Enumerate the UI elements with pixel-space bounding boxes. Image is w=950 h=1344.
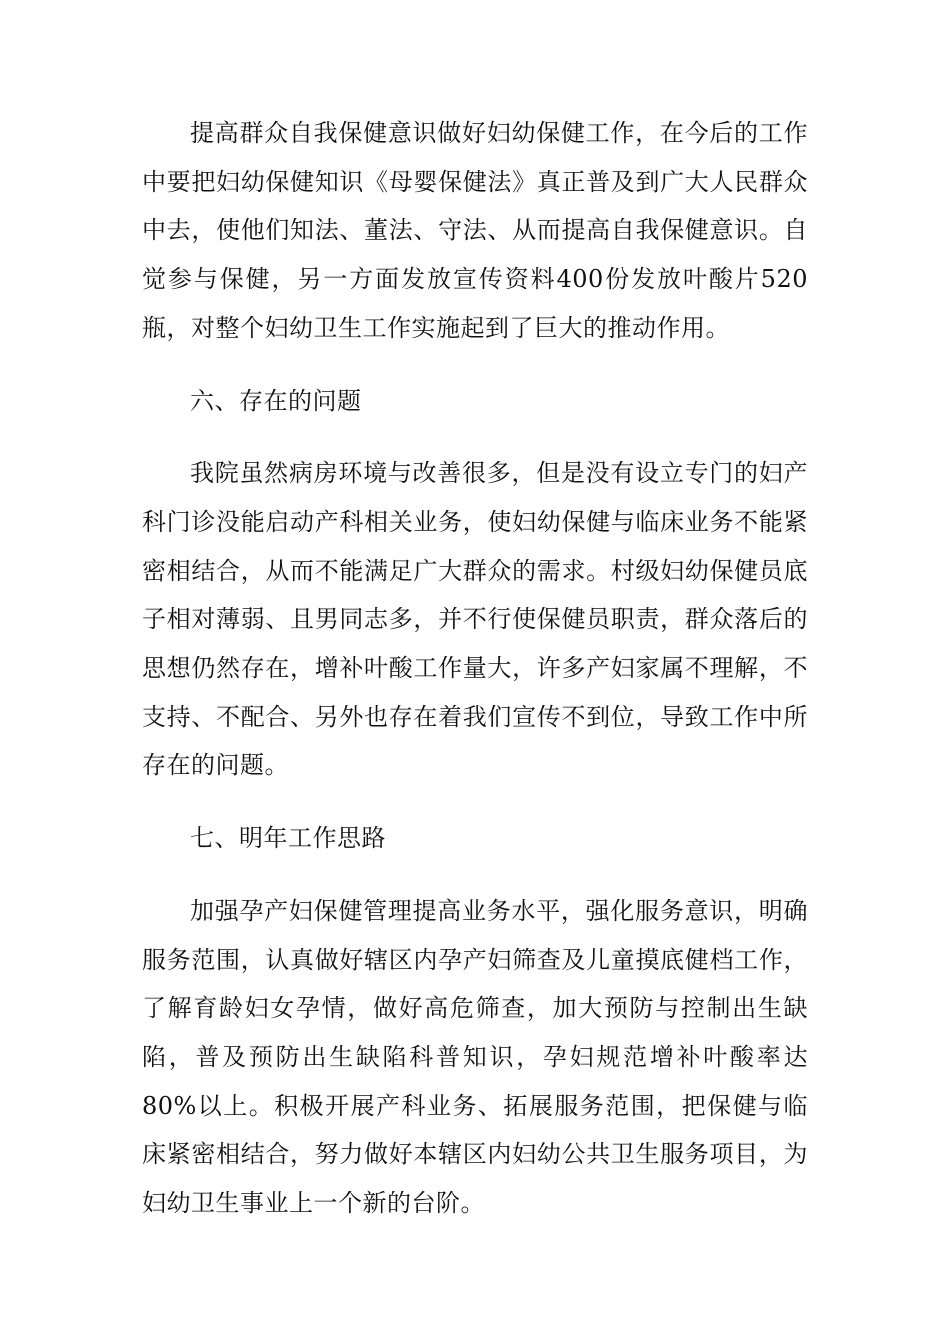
section-heading-next-year-plan: 七、明年工作思路 [190,824,386,853]
paragraph-existing-problems: 我院虽然病房环境与改善很多，但是没有设立专门的妇产科门诊没能启动产科相关业务，使妇幼保健与临床业务不能紧密相结合，从而不能满足广大群众的需求。村级妇幼保健员底子相对薄弱、且男同志多，并不行使保健员职责，群众落后的思想仍然存在，增补叶酸工作量大，许多产妇家属不理解，不支持、不配合、另外也存在着我们宣传不到位，导致工作中所存在的问题。 [142,459,808,780]
section-heading-existing-problems: 六、存在的问题 [190,386,362,415]
document-body [142,109,808,1228]
paragraph-health-awareness: 提高群众自我保健意识做好妇幼保健工作，在今后的工作中要把妇幼保健知识《母婴保健法》真正普及到广大人民群众中去，使他们知法、董法、守法、从而提高自我保健意识。自觉参与保健，另一方面发放宣传资料400份发放叶酸片520瓶，对整个妇幼卫生工作实施起到了巨大的推动作用。 [142,119,808,342]
paragraph-next-year-plan: 加强孕产妇保健管理提高业务水平，强化服务意识，明确服务范围，认真做好辖区内孕产妇筛查及儿童摸底健档工作，了解育龄妇女孕情，做好高危筛查，加大预防与控制出生缺陷，普及预防出生缺陷科普知识，孕妇规范增补叶酸率达80%以上。积极开展产科业务、拓展服务范围，把保健与临床紧密相结合，努力做好本辖区内妇幼公共卫生服务项目，为妇幼卫生事业上一个新的台阶。 [142,896,808,1218]
